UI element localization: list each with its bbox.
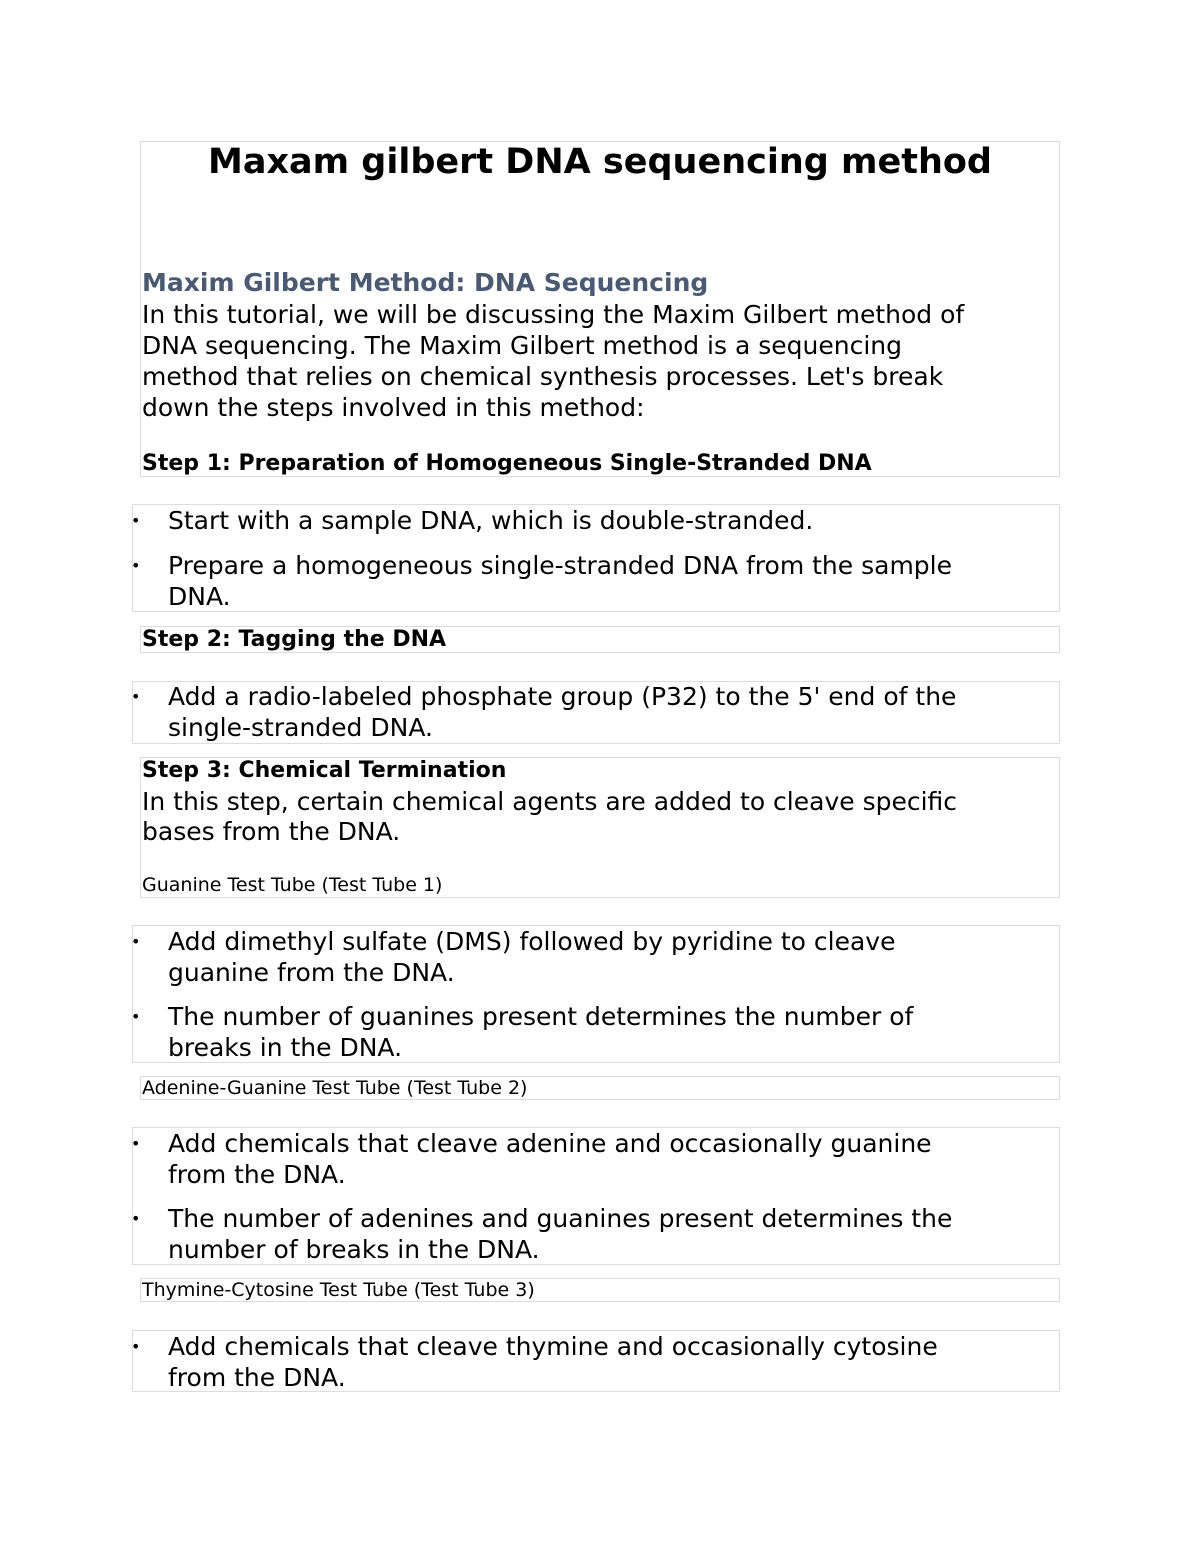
bullet-icon: • [131,687,141,706]
bullet-icon: • [131,511,141,530]
bullet-icon: • [131,1337,141,1356]
intro-line-4: down the steps involved in this method: [142,393,645,422]
bullet-icon: • [131,932,141,951]
intro-line-2: DNA sequencing. The Maxim Gilbert method is a sequencing [142,331,902,360]
step3-heading: Step 3: Chemical Termination [142,758,507,783]
step3-line-1: In this step, certain chemical agents are added to cleave specific [142,787,958,816]
list-item-text-continued: number of breaks in the DNA. [168,1235,540,1264]
bullet-icon: • [131,556,141,575]
bullet-icon: • [131,1134,141,1153]
step2-heading: Step 2: Tagging the DNA [142,627,447,652]
step1-heading: Step 1: Preparation of Homogeneous Single-Stranded DNA [142,451,872,476]
list-item-text-continued: from the DNA. [168,1363,346,1392]
list-item-text: Add dimethyl sulfate (DMS) followed by pyridine to cleave [168,927,896,956]
step3-line-2: bases from the DNA. [142,817,401,846]
tube1-label: Guanine Test Tube (Test Tube 1) [142,874,443,896]
list-item-text: Add chemicals that cleave adenine and occasionally guanine [168,1129,932,1158]
list-item-text-continued: DNA. [168,582,231,611]
intro-line-3: method that relies on chemical synthesis processes. Let's break [142,362,944,391]
list-item-text: Add a radio-labeled phosphate group (P32) to the 5' end of the [168,682,957,711]
list-item-text-continued: guanine from the DNA. [168,958,455,987]
intro-heading: Maxim Gilbert Method: DNA Sequencing [142,268,709,297]
tube3-label: Thymine-Cytosine Test Tube (Test Tube 3) [142,1279,535,1301]
list-item-text: The number of adenines and guanines present determines the [168,1204,953,1233]
list-item-text-continued: breaks in the DNA. [168,1033,403,1062]
list-item-text: Start with a sample DNA, which is double-stranded. [168,506,814,535]
list-item-text-continued: single-stranded DNA. [168,713,433,742]
bullet-icon: • [131,1209,141,1228]
bullet-icon: • [131,1007,141,1026]
intro-line-1: In this tutorial, we will be discussing the Maxim Gilbert method of [142,300,965,329]
tube2-label: Adenine-Guanine Test Tube (Test Tube 2) [142,1077,528,1099]
list-item-text: The number of guanines present determines the number of [168,1002,914,1031]
list-item-text-continued: from the DNA. [168,1160,346,1189]
list-item-text: Add chemicals that cleave thymine and occasionally cytosine [168,1332,938,1361]
document-title: Maxam gilbert DNA sequencing method [208,142,992,182]
list-item-text: Prepare a homogeneous single-stranded DNA from the sample [168,551,952,580]
